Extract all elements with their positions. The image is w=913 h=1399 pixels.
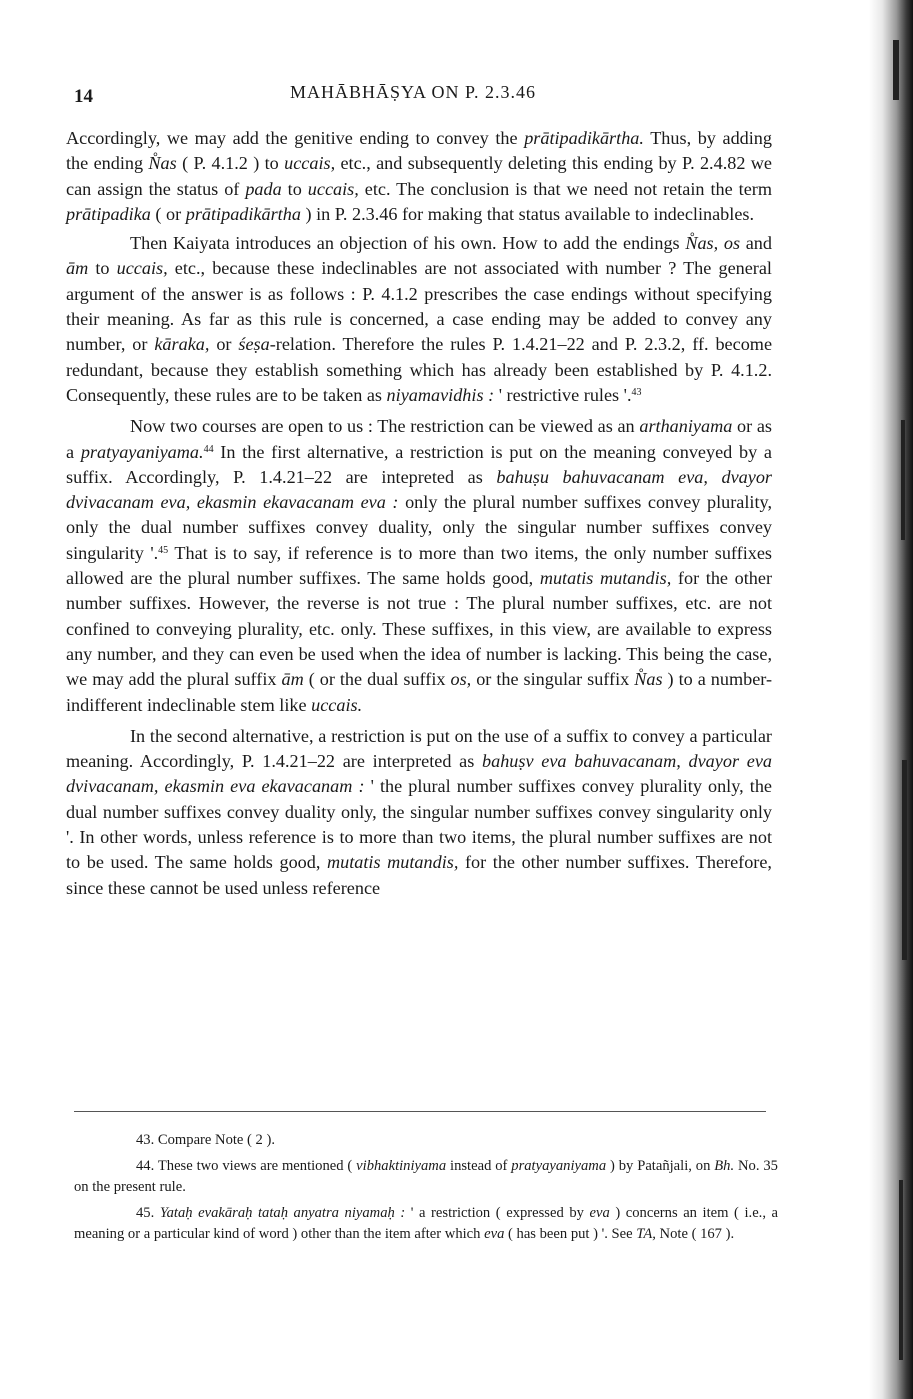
text-run: ) to a number-indifferent indeclinable stem like (66, 669, 773, 715)
text-run: for the other number suffixes. However, the reverse is not true : The plural number suffixes, etc. are not confined to conveying plurality, etc. only. These suffixes, in this view, are available to express any number, and they can even be used when the idea of number is lacking. This being the case, we may add the plural suffix (66, 568, 772, 690)
italic-term: kāraka, (154, 334, 210, 355)
paragraph (66, 414, 772, 718)
italic-term: Yataḥ evakāraḥ tataḥ anyatra niyamaḥ : (159, 1205, 406, 1221)
text-run: 45. (136, 1205, 160, 1221)
italic-term: prātipadikārtha (185, 203, 301, 224)
scanned-page-edge (869, 0, 913, 1399)
text-run: for the other number suffixes. Therefore, since these cannot be used unless reference (66, 852, 772, 898)
text-run: That is to say, if reference is to more than two items, the only number suffixes allowed are the plural number suffixes. The same holds good, (66, 542, 772, 589)
footnote-ref: 44 (203, 443, 214, 455)
text-run: ' a restriction ( expressed by (405, 1205, 590, 1221)
italic-term: TA, (636, 1226, 656, 1242)
text-run: ( has been put ) '. See (504, 1226, 637, 1242)
italic-term: śeṣa (238, 334, 270, 355)
footnote (74, 1130, 778, 1151)
italic-term: Bh. (714, 1158, 735, 1174)
footnote-ref: 45 (158, 544, 169, 556)
text-run: etc. The conclusion is that we need not retain the term (358, 178, 772, 199)
page-number: 14 (74, 86, 93, 107)
text-run: Accordingly, we may add the genitive ending to convey the (66, 128, 525, 148)
text-run: Note ( 167 ). (655, 1226, 735, 1242)
italic-term: os, (450, 669, 472, 690)
text-run: ) in P. 2.3.46 for making that status available to indeclinables. (300, 203, 755, 224)
text-run: In the first alternative, a restriction is put on the meaning conveyed by a suffix. Accordingly, P. 1.4.21–22 are intepreted as (66, 441, 772, 487)
italic-term: ām (66, 258, 89, 279)
italic-term: N̊as (148, 153, 177, 174)
italic-term: bahuṣu bahuvacanam eva, dvayor dvivacanam eva, ekasmin ekavacanam eva : (66, 466, 772, 513)
text-run: or the singular suffix (471, 669, 635, 690)
text-run: etc., and subsequently deleting this ending by P. 2.4.82 we can assign the status of (66, 153, 772, 199)
italic-term: prātipadika (66, 203, 151, 224)
italic-term: ām (281, 669, 304, 690)
italic-term: uccais. (311, 694, 363, 715)
running-head: MAHĀBHĀṢYA ON P. 2.3.46 (290, 82, 537, 102)
footnotes (74, 1130, 778, 1250)
italic-term: N̊as, os (685, 233, 741, 254)
text-run: Thus, by adding the ending (66, 128, 772, 174)
text-run: ( or (150, 203, 186, 224)
italic-term: niyamavidhis : (386, 384, 495, 405)
italic-term: eva (589, 1205, 610, 1221)
text-run: ) concerns an item ( i.e., a meaning or a particular kind of word ) other than the item after which (74, 1205, 779, 1242)
text-run: 44. These two views are mentioned ( (136, 1158, 357, 1174)
text-run: 43. Compare Note ( 2 ). (136, 1132, 276, 1148)
text-run: -relation. Therefore the rules P. 1.4.21–22 and P. 2.3.2, ff. become redundant, because they establish something which has already been established by P. 4.1.2. Consequently, these rules are to be taken as (66, 334, 773, 405)
italic-term: eva (484, 1226, 505, 1242)
text-run: No. 35 on the present rule. (74, 1158, 778, 1195)
text-run: to (281, 178, 308, 199)
italic-term: uccais, (307, 178, 359, 199)
footnote-divider (74, 1111, 766, 1112)
text-run: ) by Patañjali, on (606, 1158, 715, 1174)
italic-term: bahuṣv eva bahuvacanam, dvayor eva dvivacanam, ekasmin eva ekavacanam : (66, 751, 772, 797)
footnote-ref: 43 (631, 386, 642, 398)
footnote (74, 1156, 778, 1198)
italic-term: vibhaktiniyama (356, 1158, 447, 1174)
body-text (66, 126, 772, 901)
text-run: ' restrictive rules '. (494, 384, 632, 405)
italic-term: pada (245, 178, 282, 199)
text-run: Now two courses are open to us : The restriction can be viewed as an (130, 416, 640, 437)
paragraph (66, 126, 772, 227)
text-run: ( P. 4.1.2 ) to (176, 153, 285, 174)
text-run: only the plural number suffixes convey plurality, only the dual number suffixes convey duality, only the singular number suffixes convey singularity '. (66, 492, 772, 563)
italic-term: arthaniyama (639, 416, 733, 437)
text-run: to (88, 258, 117, 279)
italic-term: prātipadikārtha. (524, 128, 644, 148)
italic-term: N̊as (634, 669, 663, 690)
italic-term: mutatis mutandis, (326, 852, 459, 873)
text-run: ' the plural number suffixes convey plurality only, the dual number suffixes convey duality only, the singular number suffixes convey singularity only '. In other words, unless reference is to more than two items, the plural number suffixes are not to be used. The same holds good, (66, 776, 772, 873)
text-run: instead of (446, 1158, 512, 1174)
italic-term: pratyayaniyama. (80, 441, 204, 462)
text-run: In the second alternative, a restriction is put on the use of a suffix to convey a particular meaning. Accordingly, P. 1.4.21–22 are interpreted as (66, 725, 772, 772)
text-run: or as a (66, 416, 772, 462)
paragraph (66, 231, 772, 408)
italic-term: mutatis mutandis, (539, 568, 672, 589)
text-run: Then Kaiyata introduces an objection of his own. How to add the endings (130, 233, 686, 254)
text-run: and (740, 233, 772, 254)
footnote (74, 1203, 778, 1245)
italic-term: uccais, (284, 153, 336, 174)
italic-term: pratyayaniyama (511, 1158, 607, 1174)
paragraph (66, 724, 772, 901)
text-run: ( or the dual suffix (303, 669, 451, 690)
text-run: or (209, 334, 239, 355)
italic-term: uccais, (116, 258, 168, 279)
text-run: etc., because these indeclinables are not associated with number ? The general argument of the answer is as follows : P. 4.1.2 prescribes the case endings without specifying their meaning. As far as this rule is concerned, a case ending may be added to convey any number, or (66, 258, 772, 355)
